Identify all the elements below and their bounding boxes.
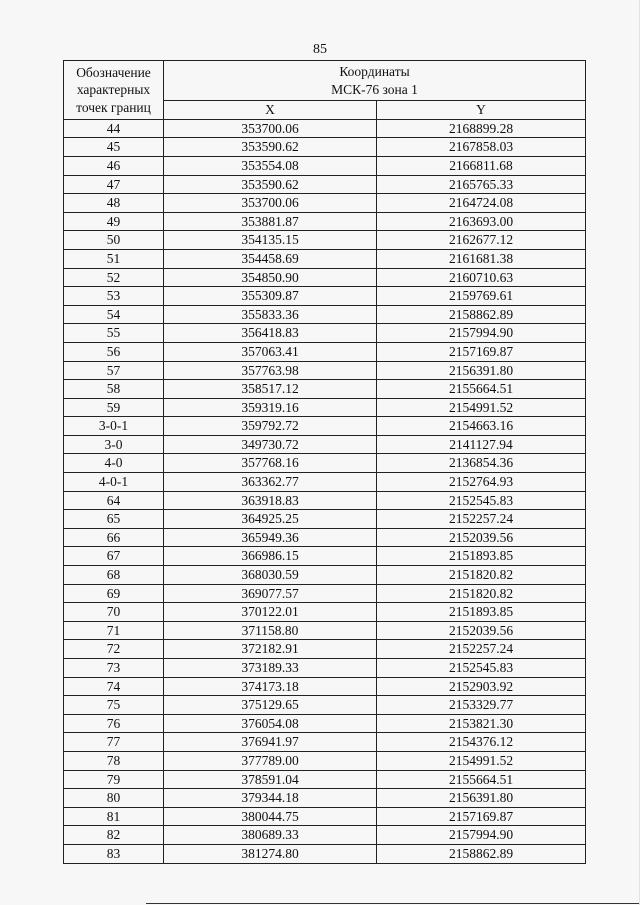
point-id-cell: 46 <box>64 156 164 175</box>
point-id-cell: 52 <box>64 268 164 287</box>
point-id-cell: 81 <box>64 807 164 826</box>
table-body <box>64 119 586 863</box>
x-coordinate-cell: 357763.98 <box>164 361 377 380</box>
point-id-cell: 78 <box>64 751 164 770</box>
point-id-cell: 4-0-1 <box>64 473 164 492</box>
y-coordinate-cell: 2154376.12 <box>377 733 586 752</box>
x-column-header: X <box>164 101 377 120</box>
table-row <box>64 138 586 157</box>
x-coordinate-cell: 365949.36 <box>164 528 377 547</box>
table-row <box>64 733 586 752</box>
x-coordinate-cell: 370122.01 <box>164 603 377 622</box>
point-id-cell: 66 <box>64 528 164 547</box>
point-id-cell: 54 <box>64 305 164 324</box>
y-coordinate-cell: 2153329.77 <box>377 696 586 715</box>
table-row <box>64 770 586 789</box>
x-coordinate-cell: 381274.80 <box>164 844 377 863</box>
table-row <box>64 491 586 510</box>
point-id-cell: 58 <box>64 380 164 399</box>
table-row <box>64 807 586 826</box>
x-coordinate-cell: 373189.33 <box>164 659 377 678</box>
y-coordinate-cell: 2165765.33 <box>377 175 586 194</box>
y-coordinate-cell: 2156391.80 <box>377 789 586 808</box>
x-coordinate-cell: 372182.91 <box>164 640 377 659</box>
table-row <box>64 547 586 566</box>
x-coordinate-cell: 366986.15 <box>164 547 377 566</box>
point-header-line-2: характерных <box>76 82 151 98</box>
y-coordinate-cell: 2158862.89 <box>377 844 586 863</box>
y-coordinate-cell: 2152545.83 <box>377 659 586 678</box>
coordinates-table <box>63 60 586 864</box>
point-id-cell: 53 <box>64 287 164 306</box>
table-row <box>64 156 586 175</box>
y-coordinate-cell: 2161681.38 <box>377 249 586 268</box>
point-header-line-1: Обозначение <box>76 64 151 80</box>
y-coordinate-cell: 2151820.82 <box>377 566 586 585</box>
y-coordinate-cell: 2155664.51 <box>377 380 586 399</box>
y-coordinate-cell: 2152039.56 <box>377 621 586 640</box>
table-row <box>64 454 586 473</box>
point-id-cell: 45 <box>64 138 164 157</box>
x-coordinate-cell: 349730.72 <box>164 435 377 454</box>
point-id-cell: 55 <box>64 324 164 343</box>
x-coordinate-cell: 363362.77 <box>164 473 377 492</box>
table-row <box>64 603 586 622</box>
y-coordinate-cell: 2152903.92 <box>377 677 586 696</box>
point-id-cell: 70 <box>64 603 164 622</box>
table-row <box>64 696 586 715</box>
y-coordinate-cell: 2154663.16 <box>377 417 586 436</box>
point-id-cell: 59 <box>64 398 164 417</box>
y-coordinate-cell: 2159769.61 <box>377 287 586 306</box>
table-row <box>64 212 586 231</box>
table-row <box>64 584 586 603</box>
y-coordinate-cell: 2157169.87 <box>377 342 586 361</box>
y-coordinate-cell: 2151820.82 <box>377 584 586 603</box>
y-coordinate-cell: 2141127.94 <box>377 435 586 454</box>
x-coordinate-cell: 364925.25 <box>164 510 377 529</box>
table-row <box>64 789 586 808</box>
point-id-cell: 3-0-1 <box>64 417 164 436</box>
point-id-cell: 47 <box>64 175 164 194</box>
y-coordinate-cell: 2168899.28 <box>377 119 586 138</box>
y-coordinate-cell: 2151893.85 <box>377 603 586 622</box>
page-number: 85 <box>313 42 327 57</box>
x-coordinate-cell: 353590.62 <box>164 138 377 157</box>
y-coordinate-cell: 2157994.90 <box>377 826 586 845</box>
table-row <box>64 566 586 585</box>
x-coordinate-cell: 354458.69 <box>164 249 377 268</box>
table-row <box>64 826 586 845</box>
table-row <box>64 398 586 417</box>
point-id-cell: 3-0 <box>64 435 164 454</box>
y-coordinate-cell: 2136854.36 <box>377 454 586 473</box>
y-coordinate-cell: 2152257.24 <box>377 510 586 529</box>
table-row <box>64 305 586 324</box>
point-id-cell: 4-0 <box>64 454 164 473</box>
y-coordinate-cell: 2162677.12 <box>377 231 586 250</box>
y-coordinate-cell: 2164724.08 <box>377 194 586 213</box>
table-row <box>64 268 586 287</box>
x-coordinate-cell: 357768.16 <box>164 454 377 473</box>
y-coordinate-cell: 2154991.52 <box>377 751 586 770</box>
y-coordinate-cell: 2151893.85 <box>377 547 586 566</box>
x-coordinate-cell: 375129.65 <box>164 696 377 715</box>
point-id-cell: 71 <box>64 621 164 640</box>
x-coordinate-cell: 359792.72 <box>164 417 377 436</box>
x-coordinate-cell: 357063.41 <box>164 342 377 361</box>
point-id-cell: 68 <box>64 566 164 585</box>
x-coordinate-cell: 377789.00 <box>164 751 377 770</box>
point-id-cell: 72 <box>64 640 164 659</box>
point-designation-header <box>64 61 164 120</box>
table-row <box>64 324 586 343</box>
coordinates-header <box>164 61 586 101</box>
point-header-line-3: точек границ <box>76 99 151 115</box>
table-row <box>64 510 586 529</box>
table-row <box>64 417 586 436</box>
x-coordinate-cell: 374173.18 <box>164 677 377 696</box>
point-id-cell: 67 <box>64 547 164 566</box>
x-coordinate-cell: 353554.08 <box>164 156 377 175</box>
point-id-cell: 80 <box>64 789 164 808</box>
table-row <box>64 231 586 250</box>
x-coordinate-cell: 363918.83 <box>164 491 377 510</box>
x-coordinate-cell: 379344.18 <box>164 789 377 808</box>
table-row <box>64 380 586 399</box>
x-coordinate-cell: 353590.62 <box>164 175 377 194</box>
x-coordinate-cell: 371158.80 <box>164 621 377 640</box>
point-id-cell: 50 <box>64 231 164 250</box>
y-coordinate-cell: 2157994.90 <box>377 324 586 343</box>
x-coordinate-cell: 355833.36 <box>164 305 377 324</box>
y-coordinate-cell: 2152039.56 <box>377 528 586 547</box>
y-coordinate-cell: 2152764.93 <box>377 473 586 492</box>
x-coordinate-cell: 369077.57 <box>164 584 377 603</box>
x-coordinate-cell: 380689.33 <box>164 826 377 845</box>
x-coordinate-cell: 378591.04 <box>164 770 377 789</box>
point-id-cell: 73 <box>64 659 164 678</box>
x-coordinate-cell: 353700.06 <box>164 119 377 138</box>
table-row <box>64 361 586 380</box>
table-row <box>64 677 586 696</box>
point-id-cell: 74 <box>64 677 164 696</box>
table-row <box>64 751 586 770</box>
x-coordinate-cell: 356418.83 <box>164 324 377 343</box>
y-coordinate-cell: 2153821.30 <box>377 714 586 733</box>
y-column-header: Y <box>377 101 586 120</box>
point-id-cell: 51 <box>64 249 164 268</box>
table-row <box>64 714 586 733</box>
y-coordinate-cell: 2160710.63 <box>377 268 586 287</box>
table-row <box>64 249 586 268</box>
x-coordinate-cell: 376941.97 <box>164 733 377 752</box>
point-id-cell: 82 <box>64 826 164 845</box>
x-coordinate-cell: 380044.75 <box>164 807 377 826</box>
point-id-cell: 56 <box>64 342 164 361</box>
y-coordinate-cell: 2155664.51 <box>377 770 586 789</box>
table-row <box>64 528 586 547</box>
point-id-cell: 65 <box>64 510 164 529</box>
x-coordinate-cell: 353700.06 <box>164 194 377 213</box>
table-row <box>64 621 586 640</box>
point-id-cell: 75 <box>64 696 164 715</box>
point-id-cell: 76 <box>64 714 164 733</box>
table-row <box>64 473 586 492</box>
table-row <box>64 435 586 454</box>
x-coordinate-cell: 358517.12 <box>164 380 377 399</box>
point-id-cell: 44 <box>64 119 164 138</box>
table-row <box>64 194 586 213</box>
table-row <box>64 119 586 138</box>
y-coordinate-cell: 2166811.68 <box>377 156 586 175</box>
point-id-cell: 77 <box>64 733 164 752</box>
y-coordinate-cell: 2156391.80 <box>377 361 586 380</box>
x-coordinate-cell: 376054.08 <box>164 714 377 733</box>
table-row <box>64 342 586 361</box>
y-coordinate-cell: 2163693.00 <box>377 212 586 231</box>
point-id-cell: 49 <box>64 212 164 231</box>
y-coordinate-cell: 2154991.52 <box>377 398 586 417</box>
table-row <box>64 844 586 863</box>
table-row <box>64 659 586 678</box>
x-coordinate-cell: 354135.15 <box>164 231 377 250</box>
x-coordinate-cell: 368030.59 <box>164 566 377 585</box>
table-row <box>64 640 586 659</box>
y-coordinate-cell: 2167858.03 <box>377 138 586 157</box>
y-coordinate-cell: 2157169.87 <box>377 807 586 826</box>
point-id-cell: 69 <box>64 584 164 603</box>
coordinates-header-line-1: Координаты <box>339 64 410 79</box>
point-id-cell: 64 <box>64 491 164 510</box>
bottom-scan-edge <box>146 903 640 904</box>
coordinates-header-line-2: МСК-76 зона 1 <box>331 81 418 97</box>
point-id-cell: 57 <box>64 361 164 380</box>
x-coordinate-cell: 359319.16 <box>164 398 377 417</box>
point-id-cell: 83 <box>64 844 164 863</box>
point-id-cell: 48 <box>64 194 164 213</box>
y-coordinate-cell: 2158862.89 <box>377 305 586 324</box>
x-coordinate-cell: 355309.87 <box>164 287 377 306</box>
x-coordinate-cell: 354850.90 <box>164 268 377 287</box>
table-row <box>64 175 586 194</box>
x-coordinate-cell: 353881.87 <box>164 212 377 231</box>
point-id-cell: 79 <box>64 770 164 789</box>
y-coordinate-cell: 2152257.24 <box>377 640 586 659</box>
table-row <box>64 287 586 306</box>
y-coordinate-cell: 2152545.83 <box>377 491 586 510</box>
